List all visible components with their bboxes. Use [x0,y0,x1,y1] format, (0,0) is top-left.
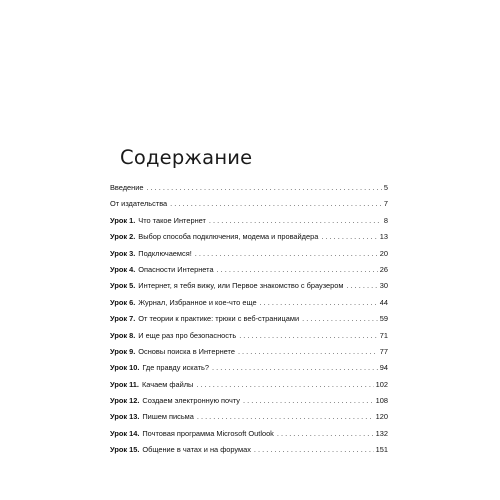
toc-entry-page: 132 [375,428,388,438]
toc-entry-lesson-10[interactable] [110,363,388,379]
toc-entry-page: 13 [379,232,388,242]
toc-entry-lesson: Урок 8. [110,330,136,340]
toc-entry-lesson-13[interactable] [110,412,388,428]
toc-entry-lesson: Урок 11. [110,379,139,389]
dot-leader [170,199,382,209]
toc-entry-lesson: Урок 15. [110,445,140,455]
toc-entry-page: 71 [379,330,388,340]
toc-entry-title: Опасности Интернета [138,264,214,274]
toc-entry-lesson-6[interactable] [110,298,388,314]
toc-entry-lesson: Урок 2. [110,232,136,242]
toc-entry-page: 102 [375,379,388,389]
toc-entry-title: Основы поиска в Интернете [138,346,235,356]
toc-entry-lesson: Урок 13. [110,412,140,422]
toc-entry-lesson: Урок 9. [110,346,136,356]
toc-entry-lesson-14[interactable] [110,429,388,445]
toc-entry-page: 94 [379,363,388,373]
dot-leader [260,298,378,308]
toc-entry-page: 59 [379,314,388,324]
toc-entry-lesson-3[interactable] [110,249,388,265]
toc-entry-lesson-11[interactable] [110,380,388,396]
toc-entry-publisher[interactable] [110,199,388,215]
toc-entry-lesson-5[interactable] [110,281,388,297]
toc-entry-lesson: Урок 14. [110,428,140,438]
toc-entry-title: От теории к практике: трюки с веб-страницами [138,314,300,324]
toc-entry-title: Выбор способа подключения, модема и провайдера [138,232,319,242]
toc-entry-title: Журнал, Избранное и кое-что еще [138,297,257,307]
dot-leader [195,249,378,259]
dot-leader [209,216,382,226]
dot-leader [254,445,374,455]
toc-entry-lesson: Урок 1. [110,215,136,225]
dot-leader [217,265,378,275]
dot-leader [277,429,374,439]
toc-entry-lesson-2[interactable] [110,232,388,248]
toc-entry-page: 77 [379,346,388,356]
toc-entry-page: 108 [375,396,388,406]
toc-entry-title: Введение [110,183,144,192]
toc-entry-title: От издательства [110,199,168,209]
toc-entry-lesson-9[interactable] [110,347,388,363]
toc-entry-page: 120 [375,412,388,422]
toc-entry-title: И еще раз про безопасность [138,330,237,340]
dot-leader [238,347,378,357]
toc-entry-page: 20 [379,248,388,258]
dot-leader [212,363,378,373]
toc-entry-page: 44 [379,297,388,307]
toc-entry-lesson-12[interactable] [110,396,388,412]
dot-leader [243,396,374,406]
toc-entry-lesson: Урок 7. [110,314,136,324]
toc-entry-lesson-1[interactable] [110,216,388,232]
dot-leader [146,183,381,193]
dot-leader [239,331,378,341]
page-title: Содержание [120,146,253,169]
toc-entry-title: Пишем письма [142,412,194,422]
toc-entry-lesson: Урок 4. [110,264,136,274]
toc-entry-page: 26 [379,264,388,274]
toc-entry-title: Качаем файлы [141,379,194,389]
toc-entry-lesson: Урок 6. [110,297,136,307]
toc-entry-title: Общение в чатах и на форумах [142,445,251,455]
toc-entry-title: Интернет, я тебя вижу, или Первое знакомство с браузером [138,281,344,291]
toc-entry-lesson: Урок 5. [110,281,136,291]
toc-entry-page: 7 [383,199,388,209]
toc-entry-page: 151 [375,445,388,455]
toc-entry-page: 8 [383,215,388,225]
dot-leader [197,412,374,422]
toc-list [110,183,388,462]
toc-entry-page: 5 [383,183,388,192]
toc-entry-lesson: Урок 10. [110,363,140,373]
toc-entry-page: 30 [379,281,388,291]
toc-entry-lesson-15[interactable] [110,445,388,461]
dot-leader [196,380,373,390]
toc-entry-title: Создаем электронную почту [142,396,241,406]
toc-entry-title: Где правду искать? [142,363,209,373]
toc-entry-lesson: Урок 12. [110,396,140,406]
dot-leader [346,281,377,291]
toc-entry-title: Подключаемся! [138,248,192,258]
toc-entry-introduction[interactable] [110,183,388,199]
toc-entry-lesson: Урок 3. [110,248,136,258]
toc-entry-lesson-4[interactable] [110,265,388,281]
toc-entry-title: Что такое Интернет [138,215,206,225]
toc-entry-title: Почтовая программа Microsoft Outlook [142,428,274,438]
toc-entry-lesson-7[interactable] [110,314,388,330]
dot-leader [302,314,378,324]
dot-leader [321,232,377,242]
toc-entry-lesson-8[interactable] [110,331,388,347]
